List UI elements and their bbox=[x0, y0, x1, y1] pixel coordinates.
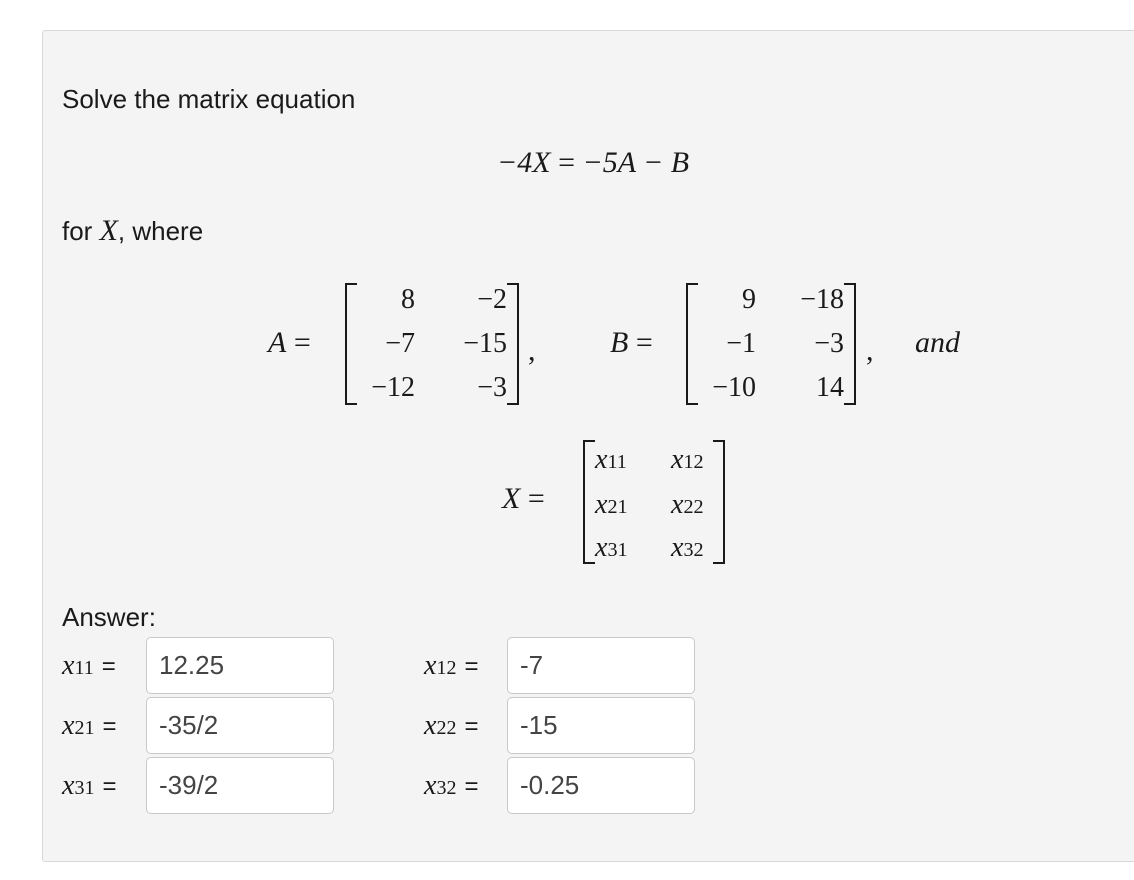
answer-input-x32[interactable] bbox=[507, 757, 695, 814]
left-bracket bbox=[686, 283, 698, 405]
matrix-x bbox=[583, 440, 725, 564]
right-bracket bbox=[713, 440, 725, 564]
left-bracket bbox=[583, 440, 595, 564]
matrix-a-cell: −3 bbox=[477, 372, 507, 403]
answer-input-x31[interactable] bbox=[146, 757, 334, 814]
matrix-x-label: X = bbox=[502, 482, 545, 515]
matrix-b-label: B = bbox=[610, 326, 653, 359]
matrix-x-cell: x32 bbox=[671, 532, 704, 563]
matrix-b bbox=[686, 283, 856, 405]
right-bracket bbox=[844, 283, 856, 405]
matrix-x-cell: x11 bbox=[595, 444, 627, 475]
where-text: , where bbox=[117, 216, 204, 246]
matrix-b-cell: −10 bbox=[712, 372, 756, 403]
answer-input-x12[interactable] bbox=[507, 637, 695, 694]
matrix-b-cell: −18 bbox=[800, 284, 844, 315]
for-x-where-text bbox=[62, 216, 203, 246]
answer-input-x22[interactable] bbox=[507, 697, 695, 754]
matrix-b-cell: −1 bbox=[726, 328, 756, 359]
matrix-x-cell: x31 bbox=[595, 532, 628, 563]
matrix-x-cell: x12 bbox=[671, 444, 704, 475]
matrix-a-cell: −7 bbox=[385, 328, 415, 359]
equation-equals: = bbox=[558, 146, 575, 179]
matrix-a-cell: 8 bbox=[401, 284, 415, 315]
matrix-equation bbox=[497, 148, 689, 178]
matrix-x-name: X bbox=[502, 482, 521, 515]
matrix-x-cell: x21 bbox=[595, 489, 628, 520]
matrix-b-cell: 14 bbox=[816, 372, 844, 403]
matrix-a-cell: −2 bbox=[477, 284, 507, 315]
answer-label-x12: x12 = bbox=[424, 650, 479, 681]
answer-label-x32: x32 = bbox=[424, 770, 479, 801]
matrix-a-label: A = bbox=[268, 326, 311, 359]
matrix-a-cell: −15 bbox=[463, 328, 507, 359]
right-bracket bbox=[507, 283, 519, 405]
comma-after-b: , bbox=[866, 334, 874, 367]
intro-text: Solve the matrix equation bbox=[62, 84, 356, 114]
matrix-b-name: B bbox=[610, 326, 629, 359]
left-bracket bbox=[345, 283, 357, 405]
answer-heading: Answer: bbox=[62, 602, 156, 632]
and-text: and bbox=[915, 326, 960, 359]
matrix-b-cell: 9 bbox=[742, 284, 756, 315]
answer-label-x11: x11 = bbox=[62, 650, 116, 681]
comma-after-a: , bbox=[528, 334, 536, 367]
answer-label-x21: x21 = bbox=[62, 710, 117, 741]
answer-input-x21[interactable] bbox=[146, 697, 334, 754]
matrix-x-cell: x22 bbox=[671, 489, 704, 520]
equation-rhs: −5A − B bbox=[582, 146, 690, 179]
matrix-b-cell: −3 bbox=[814, 328, 844, 359]
matrix-a-name: A bbox=[268, 326, 287, 359]
answer-input-x11[interactable] bbox=[146, 637, 334, 694]
answer-label-x31: x31 = bbox=[62, 770, 117, 801]
for-text: for bbox=[62, 216, 93, 246]
matrix-a bbox=[345, 283, 519, 405]
equation-lhs: −4X bbox=[497, 146, 551, 179]
answer-label-x22: x22 = bbox=[424, 710, 479, 741]
for-variable: X bbox=[99, 214, 118, 247]
matrix-a-cell: −12 bbox=[371, 372, 415, 403]
